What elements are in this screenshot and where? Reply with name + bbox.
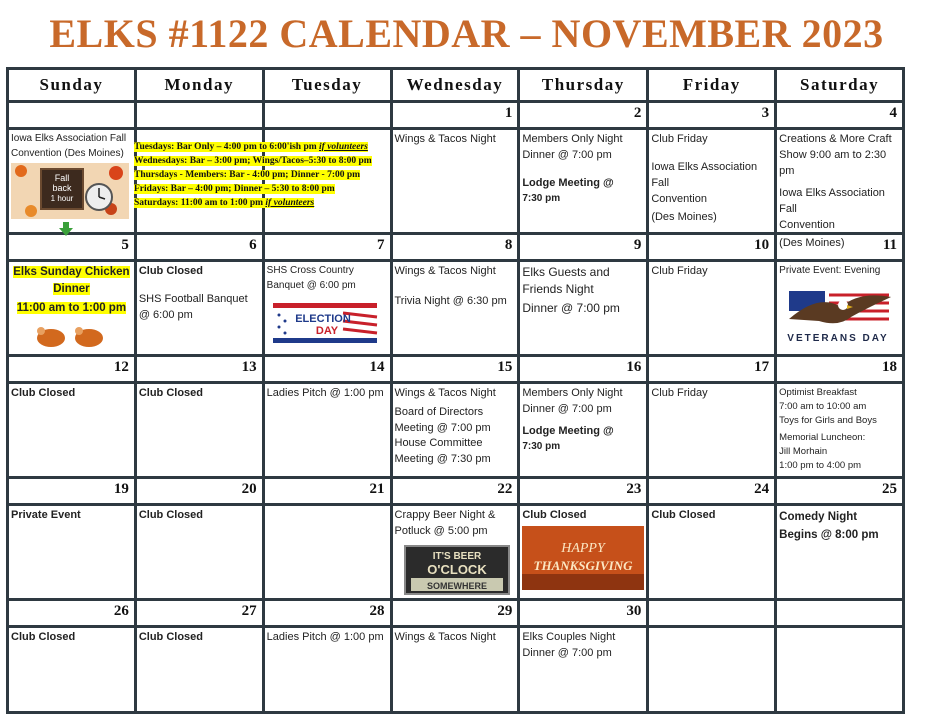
day-cell-thu-w5: [520, 628, 646, 711]
day-cell-thu-w2: [520, 262, 646, 354]
date-number: 28: [265, 601, 390, 625]
veterans-day-text: VETERANS DAY: [787, 332, 889, 344]
event-text: (Des Moines): [779, 236, 845, 249]
day-header-thursday: Thursday: [520, 70, 646, 100]
date-number: 1: [393, 103, 518, 127]
event-text: Iowa Elks Association Fall: [11, 133, 127, 144]
event-text: @ 6:00 pm: [138, 308, 193, 321]
event-text: Iowa Elks Association Fall: [651, 160, 758, 189]
event-text: Convention: [779, 218, 835, 231]
day-cell-sat-w5: [777, 628, 902, 711]
day-cell-tue-w3: [265, 384, 390, 476]
event-text: (Des Moines): [651, 210, 717, 223]
happy-text: HAPPY: [561, 540, 606, 556]
date-number: 16: [520, 357, 646, 381]
oclock-text: O'CLOCK: [426, 561, 487, 577]
date-number: 7: [265, 235, 390, 259]
event-text: Dinner @ 7:00 pm: [522, 300, 620, 315]
back-text: back: [52, 183, 72, 193]
roast-chicken-icon: [31, 323, 111, 349]
date-number: [137, 103, 262, 127]
day-header-saturday: Saturday: [777, 70, 902, 100]
event-text: Club Friday: [651, 265, 708, 277]
event-text: 1:00 pm to 4:00 pm: [779, 459, 862, 471]
date-number: 21: [265, 479, 390, 503]
day-cell-sat-w2: [777, 262, 902, 354]
event-text: Iowa Elks Association Fall: [779, 186, 885, 215]
event-text: Dinner @ 7:00 pm: [522, 148, 612, 161]
day-cell-wed-w4: [393, 506, 518, 598]
event-text: Toys for Girls and Boys: [779, 414, 877, 426]
date-number: 10: [649, 235, 774, 259]
date-number: 9: [520, 235, 646, 259]
election-text: ELECTION: [294, 313, 351, 325]
day-header-friday: Friday: [649, 70, 774, 100]
event-text: Club Friday: [651, 133, 708, 145]
event-text: Club Closed: [138, 631, 203, 643]
day-cell-sat-w4: [777, 506, 902, 598]
event-text: Meeting @ 7:00 pm: [394, 421, 491, 434]
beer-oclock-sign-icon: [405, 546, 509, 594]
date-number: 23: [520, 479, 646, 503]
day-cell-fri-w1: [649, 130, 774, 232]
date-number: 15: [393, 357, 518, 381]
event-text: Members Only Night: [522, 387, 623, 399]
day-cell-fri-w2: [649, 262, 774, 354]
fall-text: Fall: [54, 173, 70, 183]
somewhere-text: SOMEWHERE: [426, 580, 487, 591]
veterans-day-eagle-icon: [779, 283, 897, 347]
date-number: 8: [393, 235, 518, 259]
event-text: Club Closed: [138, 509, 203, 521]
event-text: Club Closed: [522, 509, 587, 521]
event-text: Board of Directors: [394, 406, 484, 419]
date-number: 6: [137, 235, 262, 259]
event-text: SHS Football Banquet: [138, 292, 248, 305]
date-number: 4: [777, 103, 902, 127]
day-cell-thu-w1: [520, 130, 646, 232]
event-text: Trivia Night @ 6:30 pm: [394, 294, 507, 307]
event-text: Comedy Night: [779, 511, 858, 523]
date-number: 27: [137, 601, 262, 625]
event-text: Private Event: [11, 509, 81, 521]
event-text: Lodge Meeting @: [522, 176, 614, 189]
date-number: 30: [520, 601, 646, 625]
date-number: 13: [137, 357, 262, 381]
date-number: [9, 103, 134, 127]
event-text: 7:30 pm: [522, 440, 561, 452]
page-title: ELKS #1122 CALENDAR – NOVEMBER 2023: [49, 11, 884, 56]
date-number: 24: [649, 479, 774, 503]
day-header-tuesday: Tuesday: [265, 70, 390, 100]
date-number: 17: [649, 357, 774, 381]
event-text: Elks Sunday Chicken: [13, 266, 130, 278]
day-cell-sun-w1: [9, 130, 134, 232]
day-cell-wed-w1: [393, 130, 518, 232]
event-text: Club Closed: [11, 631, 76, 643]
date-number: [649, 601, 774, 625]
event-text: Jill Morhain: [779, 446, 828, 458]
event-text: Crappy Beer Night &: [394, 509, 496, 521]
event-text: SHS Cross Country: [266, 265, 354, 276]
event-text: Dinner @ 7:00 pm: [522, 402, 612, 415]
schedule-line: Wednesdays: Bar – 3:00 pm; Wings/Tacos–5:30 to 8:00 pm: [134, 156, 372, 166]
day-cell-thu-w4: [520, 506, 646, 598]
date-number: 20: [137, 479, 262, 503]
date-number: 3: [649, 103, 774, 127]
day-cell-mon-w2: [137, 262, 262, 354]
event-text: Meeting @ 7:30 pm: [394, 452, 491, 465]
event-text: Optimist Breakfast: [779, 387, 857, 398]
date-number: [265, 103, 390, 127]
election-day-icon: [273, 303, 377, 343]
happy-thanksgiving-icon: [522, 526, 644, 590]
date-number: 22: [393, 479, 518, 503]
date-number: 25: [777, 479, 902, 503]
day-cell-sun-w2: [9, 262, 134, 354]
date-number: 29: [393, 601, 518, 625]
event-text: Club Closed: [138, 265, 203, 277]
down-arrow-icon: [59, 222, 73, 236]
day-cell-mon-w5: [137, 628, 262, 711]
event-text: Club Closed: [11, 387, 76, 399]
day-cell-mon-w3: [137, 384, 262, 476]
date-number: 5: [9, 235, 134, 259]
event-text: 11:00 am to 1:00 pm: [16, 302, 127, 315]
day-header-monday: Monday: [137, 70, 262, 100]
day-cell-tue-w5: [265, 628, 390, 711]
day-cell-mon-w4: [137, 506, 262, 598]
event-text: Dinner: [53, 282, 90, 295]
schedule-line: Saturdays: 11:00 am to 1:00 pm if volunteers: [134, 198, 315, 208]
day-cell-sat-w3: [777, 384, 902, 476]
date-number: 2: [520, 103, 646, 127]
thanksgiving-text: THANKSGIVING: [533, 557, 633, 573]
schedule-line: Fridays: Bar – 4:00 pm; Dinner – 5:30 to 8:00 pm: [134, 184, 335, 194]
day-cell-wed-w3: [393, 384, 518, 476]
weekly-schedule-note: [134, 140, 372, 210]
event-text: Wings & Tacos Night: [394, 265, 496, 277]
event-text: Elks Couples Night: [522, 631, 616, 643]
day-cell-fri-w5: [649, 628, 774, 711]
day-header-wednesday: Wednesday: [393, 70, 518, 100]
event-text: Club Closed: [651, 509, 716, 521]
event-text: 7:30 pm: [522, 192, 561, 204]
fall-back-clock-icon: [11, 163, 129, 219]
date-number: 14: [265, 357, 390, 381]
day-header-sunday: Sunday: [9, 70, 134, 100]
event-text: Banquet @ 6:00 pm: [266, 279, 356, 291]
day-cell-tue-w4: [265, 506, 390, 598]
event-text: Ladies Pitch @ 1:00 pm: [266, 387, 384, 399]
event-text: Club Friday: [651, 387, 708, 399]
event-text: Begins @ 8:00 pm: [779, 529, 879, 542]
day-cell-sun-w4: [9, 506, 134, 598]
event-text: Convention: [651, 192, 707, 205]
event-text: Club Closed: [138, 387, 203, 399]
beer-text: IT'S BEER: [432, 550, 481, 562]
date-number: 18: [777, 357, 902, 381]
date-number: 26: [9, 601, 134, 625]
event-text: Members Only Night: [522, 133, 623, 145]
date-number: 12: [9, 357, 134, 381]
schedule-line: Thursdays - Members: Bar - 4:00 pm; Dinner - 7:00 pm: [134, 170, 361, 180]
event-text: Friends Night: [522, 281, 594, 296]
schedule-line: Tuesdays: Bar Only – 4:00 pm to 6:00'ish pm if volunteers: [134, 142, 368, 152]
day-cell-fri-w4: [649, 506, 774, 598]
date-number: 19: [9, 479, 134, 503]
event-text: Creations & More Craft: [779, 133, 892, 145]
event-text: Ladies Pitch @ 1:00 pm: [266, 631, 384, 643]
day-cell-thu-w3: [520, 384, 646, 476]
day-cell-sun-w5: [9, 628, 134, 711]
date-number: 11: [777, 235, 902, 259]
event-text: House Committee: [394, 437, 483, 450]
event-text: Lodge Meeting @: [522, 424, 614, 437]
event-text: Elks Guests and: [522, 265, 610, 279]
event-text: Show 9:00 am to 2:30 pm: [779, 148, 887, 177]
day-cell-wed-w2: [393, 262, 518, 354]
event-text: Memorial Luncheon:: [779, 432, 866, 444]
hour-text: 1 hour: [50, 194, 74, 203]
event-text: Wings & Tacos Night: [394, 387, 496, 399]
event-text: Convention (Des Moines): [11, 147, 124, 159]
day-text: DAY: [315, 325, 338, 337]
event-text: Private Event: Evening: [779, 265, 881, 276]
day-cell-fri-w3: [649, 384, 774, 476]
event-text: Wings & Tacos Night: [394, 631, 496, 643]
day-cell-wed-w5: [393, 628, 518, 711]
event-text: Wings & Tacos Night: [394, 133, 496, 145]
day-cell-sun-w3: [9, 384, 134, 476]
date-number: [777, 601, 902, 625]
event-text: Dinner @ 7:00 pm: [522, 646, 612, 659]
event-text: 7:00 am to 10:00 am: [779, 400, 867, 412]
event-text: Potluck @ 5:00 pm: [394, 524, 488, 537]
day-cell-tue-w2: [265, 262, 390, 354]
